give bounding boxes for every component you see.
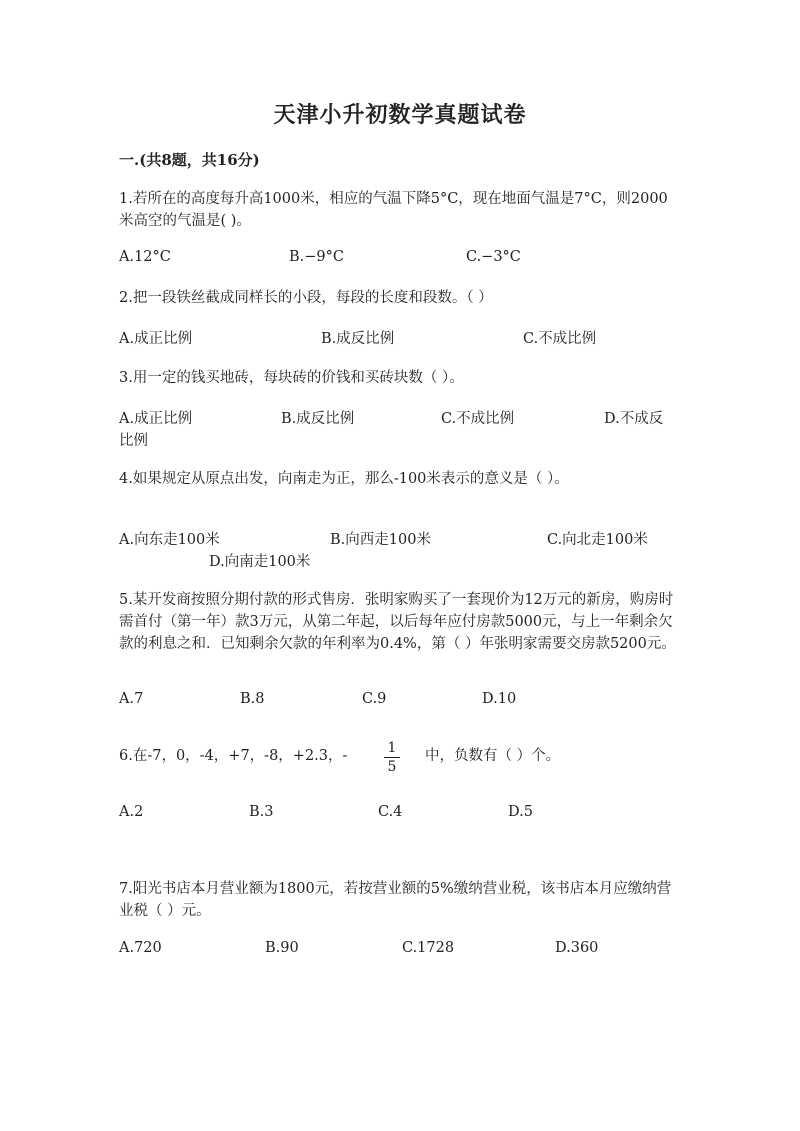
question-7-options [119,940,689,962]
question-2-options [119,327,689,349]
option-a: A.12°C [119,249,171,265]
option-c: C.不成比例 [441,411,515,427]
question-2-stem: 2.把一段铁丝截成同样长的小段，每段的长度和段数。（ ） [119,290,493,306]
fraction-one-fifth [384,740,400,775]
option-a: A.2 [119,804,144,820]
option-b: B.8 [240,691,265,707]
option-a: A.720 [119,940,162,956]
option-c: C.向北走100米 [547,532,648,548]
question-3-options [119,407,689,429]
option-c: C.9 [362,691,387,707]
option-d: D.向南走100米 [209,554,311,570]
question-6-stem-end: 中，负数有（ ）个。 [425,748,561,764]
option-d: D.不成反 [604,411,664,427]
question-5-stem: 5.某开发商按照分期付款的形式售房．张明家购买了一套现价为12万元的新房，购房时需首付（第一年）款3万元，从第二年起，以后每年应付房款5000元，与上一年剩余欠款的利息之和．已知剩余欠款的年利率为0.4%，第（ ）年张明家需要交房款5200元。 [119,592,676,652]
option-b: B.90 [265,940,299,956]
question-3-options-wrap [119,429,689,451]
option-c: C.4 [378,804,403,820]
option-a: A.向东走100米 [119,532,220,548]
option-c: C.不成比例 [523,331,597,347]
question-4-stem: 4.如果规定从原点出发，向南走为正，那么-100米表示的意义是（ ）。 [119,471,569,487]
question-1-options [119,249,689,271]
fraction-numerator: 1 [384,740,400,758]
option-b: B.向西走100米 [330,532,431,548]
option-c: C.1728 [402,940,455,956]
option-d: D.5 [508,804,533,820]
option-a: A.7 [119,691,144,707]
option-a: A.成正比例 [119,411,193,427]
option-d: D.360 [555,940,599,956]
question-1-stem: 1.若所在的高度每升高1000米，相应的气温下降5°C，现在地面气温是7°C，则2000米高空的气温是( )。 [119,191,668,229]
fraction-denominator: 5 [387,759,397,775]
question-4-options [119,528,689,550]
option-b: B.3 [249,804,274,820]
question-3-stem: 3.用一定的钱买地砖，每块砖的价钱和买砖块数（ ）。 [119,370,464,386]
question-5-options [119,691,689,713]
question-4-options-row2 [119,550,689,572]
option-d: D.10 [482,691,517,707]
question-6-stem-start: 6.在-7，0，-4，+7，-8，+2.3，- [119,748,348,764]
option-b: B.成反比例 [281,411,355,427]
section-heading: 一.(共8题，共16分) [119,151,260,169]
option-b: B.成反比例 [321,331,395,347]
option-a: A.成正比例 [119,331,193,347]
option-d-continuation: 比例 [119,433,148,449]
question-7-stem: 7.阳光书店本月营业额为1800元，若按营业额的5%缴纳营业税，该书店本月应缴纳营业税（ ）元。 [119,881,672,919]
exam-title: 天津小升初数学真题试卷 [273,102,527,128]
option-b: B.−9°C [289,249,344,265]
question-6-options [119,804,689,826]
option-c: C.−3°C [466,249,521,265]
